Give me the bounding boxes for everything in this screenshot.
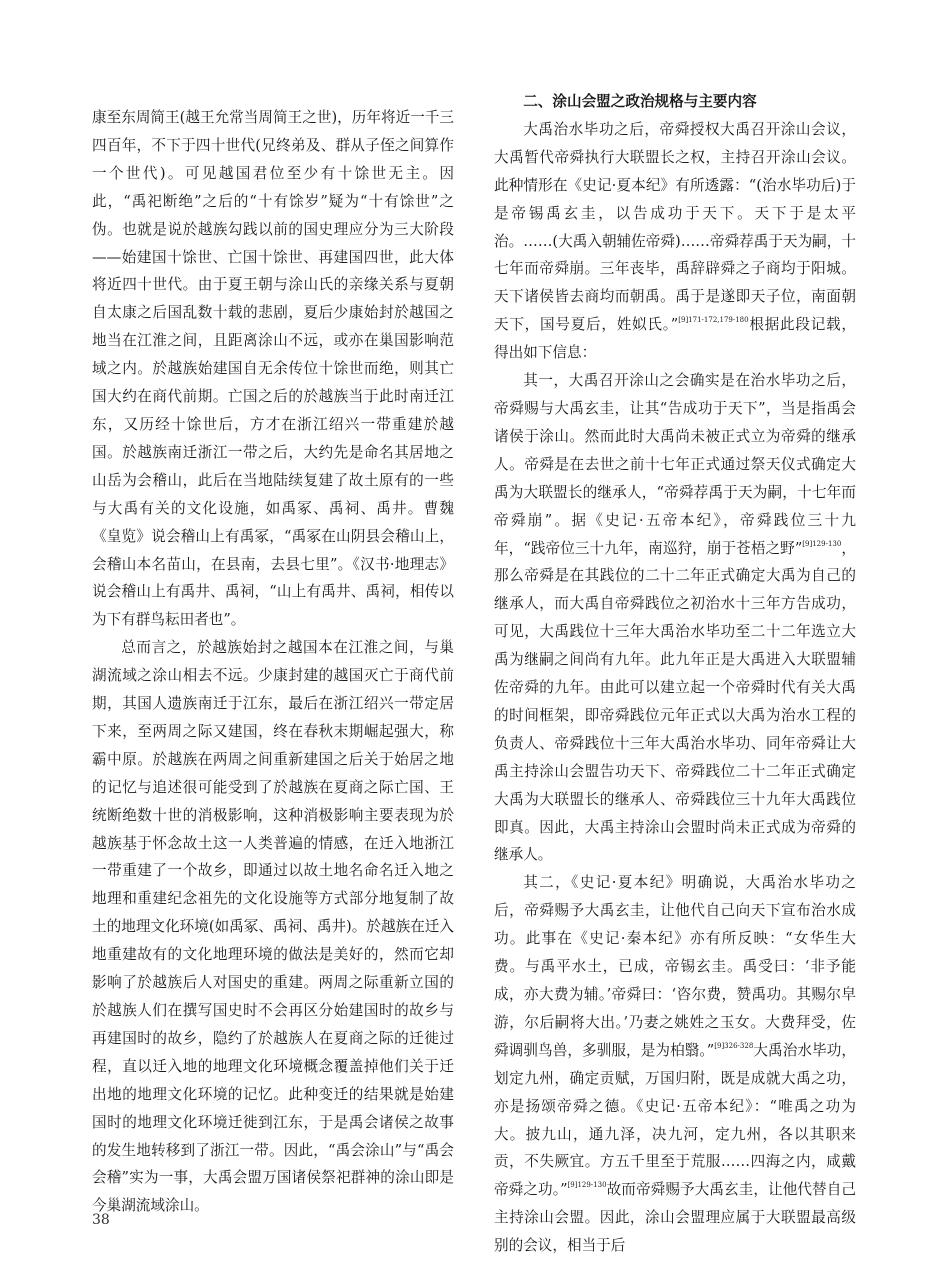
- p2-tail: ，那么帝舜是在其践位的二十二年正式确定大禹为自己的继承人，而大禹自帝舜践位之初治水十三年方告成功，可见，大禹践位十三年大禹治水毕功至二十二年选立大禹为继嗣之间尚有九年。此九年正是大禹进入大联盟辅佐帝舜的九年。由此可以建立起一个帝舜时代有关大禹的时间框架，即帝舜践位元年正式以大禹为治水工程的负责人、帝舜践位十三年大禹治水毕功、同年帝舜让大禹主持涂山会盟告功天下、帝舜践位二十二年正式确定大禹为大联盟长的继承人、帝舜践位三十九年大禹践位即真。因此，大禹主持涂山会盟时尚未正式成为帝舜的继承人。: [494, 539, 856, 864]
- p3-text: 其二，《史记·夏本纪》明确说，大禹治水毕功之后，帝舜赐予大禹玄圭，让他代自己向天下宣布治水成功。此事在《史记·秦本纪》亦有所反映：“女华生大费。与禹平水土，已成，帝锡玄圭。禹受曰：‘非予能成，亦大费为辅。’帝舜曰：‘咨尔费，赞禹功。其赐尔皁游，尔后嗣将大出。’乃妻之姚姓之玉女。大费拜受，佐舜调驯鸟兽，多驯服，是为柏翳。”: [494, 874, 856, 1059]
- p1-tail: 根据此段记载，得出如下信息：: [494, 316, 856, 362]
- citation-ref: [9]129-130: [567, 1181, 607, 1190]
- p2-text: 其一，大禹召开涂山之会确实是在治水毕功之后，帝舜赐与大禹玄圭，让其“告成功于天下”，当是指禹会诸侯于涂山。然而此时大禹尚未被正式立为帝舜的继承人。帝舜是在去世之前十七年正式通过祭天仪式确定大禹为大联盟长的继承人，“帝舜荐禹于天为嗣，十七年而帝舜崩”。据《史记·五帝本纪》，帝舜践位三十九年，“践帝位三十九年，南巡狩，崩于苍梧之野”: [494, 372, 856, 557]
- right-column: [494, 93, 856, 1260]
- left-column: [92, 104, 454, 1220]
- citation-ref: [9]171-172,179-180: [678, 316, 749, 325]
- right-paragraph-1: [494, 116, 856, 367]
- citation-ref: [9]326-328: [714, 1041, 754, 1050]
- left-paragraph-1: 康至东周简王(越王允常当周简王之世)，历年将近一千三四百年，不下于四十世代(兄终弟及、群从子侄之间算作一个世代)。可见越国君位至少有十馀世无主。因此，“禹祀断绝”之后的“十有馀岁”疑为“十有馀世”之伪。也就是说於越族勾践以前的国史理应分为三大阶段——始建国十馀世、亡国十馀世、再建国四世，此大体将近四十世代。由于夏王朝与涂山氏的亲缘关系与夏朝自太康之后国乱数十载的悲剧，夏后少康始封於越国之地当在江淮之间，且距离涂山不远，或亦在巢国影响范域之内。於越族始建国自无余传位十馀世而绝，则其亡国大约在商代前期。亡国之后的於越族当于此时南迁江东，又历经十馀世后，方才在浙江绍兴一带重建於越国。於越族南迁浙江一带之后，大约先是命名其居地之山岳为会稽山，此后在当地陆续复建了故土原有的一些与大禹有关的文化设施，如禹冢、禹祠、禹井。曹魏《皇览》说会稽山上有禹冢，“禹冢在山阴县会稽山上，会稽山本名苗山，在县南，去县七里”。《汉书·地理志》说会稽山上有禹井、禹祠，“山上有禹井、禹祠，相传以为下有群鸟耘田者也”。: [92, 109, 454, 629]
- left-paragraph-2: 总而言之，於越族始封之越国本在江淮之间，与巢湖流域之涂山相去不远。少康封建的越国灭亡于商代前期，其国人遗族南迁于江东，最后在浙江绍兴一带定居下来，至两周之际又建国，终在春秋末期崛起强大，称霸中原。於越族在两周之间重新建国之后关于始居之地的记忆与追述很可能受到了於越族在夏商之际亡国、王统断绝数十世的消极影响，这种消极影响主要表现为於越族基于怀念故土这一人类普遍的情感，在迁入地浙江一带重建了一个故乡，即通过以故土地名命名迁入地之地理和重建纪念祖先的文化设施等方式部分地复制了故土的地理文化环境(如禹冢、禹祠、禹井)。於越族在迁入地重建故有的文化地理环境的做法是美好的，然而它却影响了於越族后人对国史的重建。两周之际重新立国的於越族人们在撰写国史时不会再区分始建国时的故乡与再建国时的故乡，隐约了於越族人在夏商之际的迁徙过程，直以迁入地的地理文化环境概念覆盖掉他们关于迁出地的地理文化环境的记忆。此种变迁的结果就是始建国时的地理文化环境迁徙到江东，于是禹会诸侯之故事的发生地转移到了浙江一带。因此，“禹会涂山”与“禹会会稽”实为一事，大禹会盟万国诸侯祭祀群神的涂山即是今巢湖流域涂山。: [92, 639, 454, 1215]
- section-heading: 二、涂山会盟之政治规格与主要内容: [523, 93, 757, 110]
- right-paragraph-2: [494, 367, 856, 869]
- p1-text: 大禹治水毕功之后，帝舜授权大禹召开涂山会议，大禹暂代帝舜执行大联盟长之权，主持召开涂山会议。此种情形在《史记·夏本纪》有所透露：“(治水毕功后)于是帝锡禹玄圭，以告成功于天下。天下于是太平治。……(大禹入朝辅佐帝舜)……帝舜荐禹于天为嗣，十七年而帝舜崩。三年丧毕，禹辞辟舜之子商均于阳城。天下诸侯皆去商均而朝禹。禹于是遂即天子位，南面朝天下，国号夏后，姓姒氏。”: [494, 120, 856, 334]
- right-paragraph-3: [494, 869, 856, 1260]
- page-number: 38: [92, 1212, 110, 1228]
- p3-tail: 故而帝舜赐予大禹玄圭，让他代替自己主持涂山会盟。因此，涂山会盟理应属于大联盟最高级别的会议，相当于后: [494, 1181, 856, 1255]
- p3-mid: 大禹治水毕功，划定九州，确定贡赋，万国归附，既是成就大禹之功，亦是扬颂帝舜之德。《史记·五帝本纪》：“唯禹之功为大。披九山，通九泽，决九河，定九州，各以其职来贡，不失厥宜。方五千里至于荒服……四海之内，咸戴帝舜之功。”: [494, 1041, 856, 1199]
- citation-ref: [9]129-130: [802, 539, 842, 548]
